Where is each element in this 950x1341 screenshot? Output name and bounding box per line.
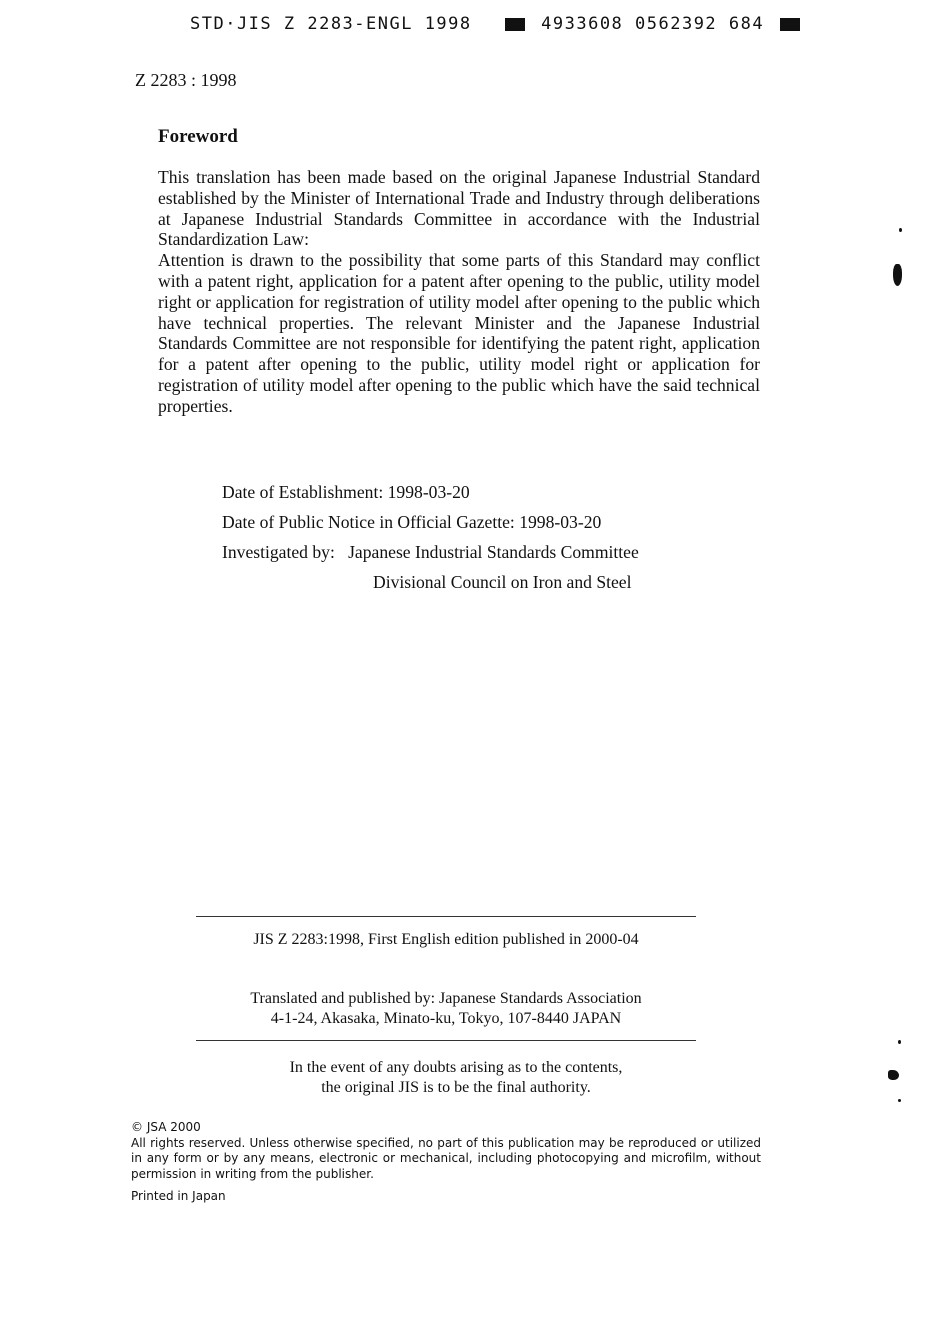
stamp-block-mark [505,18,525,31]
printed-in: Printed in Japan [131,1189,226,1203]
scan-speck [898,1040,901,1044]
publisher-block [196,989,696,1029]
investigated-by [222,537,639,567]
scan-speck [899,228,902,232]
date-of-establishment: Date of Establishment: 1998-03-20 [222,482,470,502]
foreword-paragraph-1: This translation has been made based on the original Japanese Industrial Standard established by the Minister of International Trade and Industry through deliberations at Japanese Industrial Standards Committee in accordance with the Industrial Standardization Law: [158,167,760,250]
stamp-block-mark-end [780,18,800,31]
publisher-line-1: Translated and published by: Japanese Standards Association [250,990,642,1007]
rights-statement: All rights reserved. Unless otherwise specified, no part of this publication may be reproduced or utilized in any form or by any means, electronic or mechanical, including photocopying and microfilm, without permission in writing from the publisher. [131,1135,761,1181]
foreword-title: Foreword [158,126,238,147]
document-number: Z 2283 : 1998 [135,70,237,90]
header-stamp-text: STD·JIS Z 2283-ENGL 1998 [190,14,472,34]
scan-speck [898,1099,901,1102]
colophon-top-rule [196,916,696,917]
publisher-line-2: 4-1-24, Akasaka, Minato-ku, Tokyo, 107-8440 JAPAN [270,1010,622,1027]
scan-speck [888,1070,899,1080]
colophon-bottom-rule [196,1040,696,1041]
authority-note-line-1: In the event of any doubts arising as to the contents, [289,1059,623,1076]
investigated-committee: Japanese Industrial Standards Committee [348,542,639,562]
authority-note [196,1058,716,1097]
edition-line: JIS Z 2283:1998, First English edition published in 2000-04 [253,931,639,948]
date-of-public-notice: Date of Public Notice in Official Gazette: 1998-03-20 [222,512,602,532]
authority-note-line-2: the original JIS is to be the final authority. [321,1078,591,1096]
investigated-council: Divisional Council on Iron and Steel [373,572,632,592]
copyright-block [131,1120,761,1205]
header-stamp [190,14,804,34]
header-stamp-number: 4933608 0562392 684 [541,14,765,34]
establishment-info [222,477,639,597]
foreword-paragraph-2: Attention is drawn to the possibility that some parts of this Standard may conflict with a patent right, application for a patent after opening to the public, utility model right or application for registration of utility model after opening to the public which have technical properties. The relevant Minister and the Japanese Industrial Standards Committee are not responsible for identifying the patent right, application for a patent after opening to the public, utility model right or application for registration of utility model after opening to the public which have the said technical properties. [158,250,760,416]
investigated-label: Investigated by: [222,542,335,562]
copyright-line: © JSA 2000 [131,1120,201,1134]
foreword-body [158,167,760,417]
scan-speck [893,264,902,286]
